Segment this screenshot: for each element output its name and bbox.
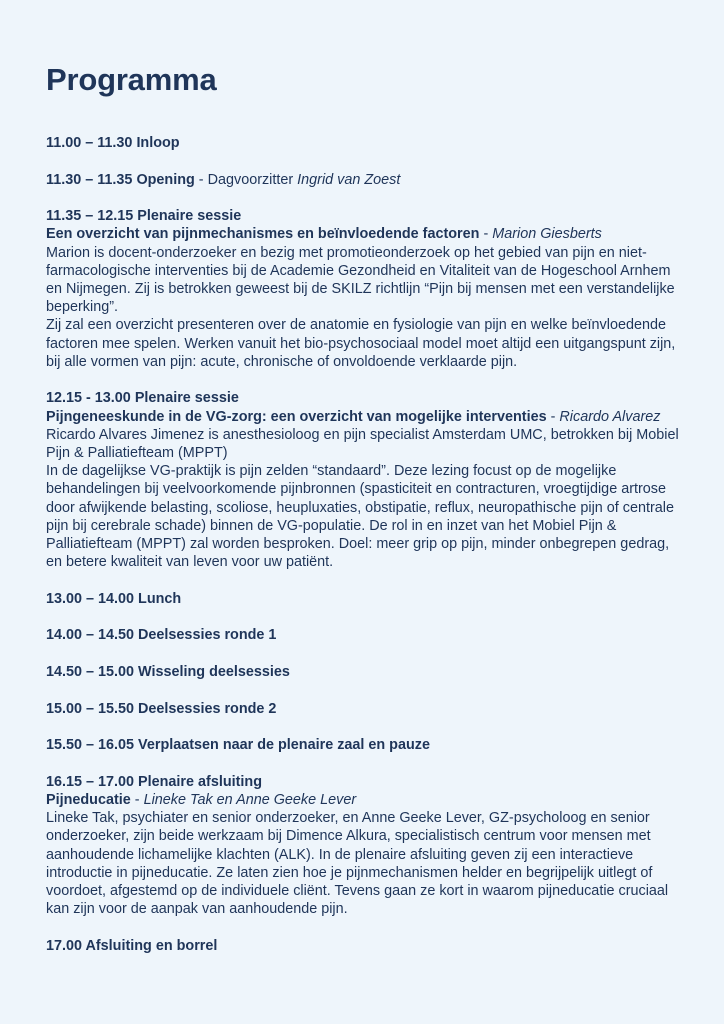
session-heading: 11.30 – 11.35 Opening - Dagvoorzitter Ingrid van Zoest	[46, 171, 401, 188]
session-name: Deelsessies ronde 1	[138, 627, 277, 644]
session-role: Dagvoorzitter	[207, 171, 294, 188]
session-breakout-2	[46, 700, 686, 718]
talk-description: Lineke Tak, psychiater en senior onderzoeker, en Anne Geeke Lever, GZ-psycholoog en senior onderzoeker, zijn beide werkzaam bij Dimence Alkura, specialistisch centrum voor mensen met aanhoudende lichamelijke klachten (ALK). In de plenaire afsluiting geven zij een interactieve introductie in pijneducatie. Ze laten zien hoe je pijnmechanismen helder en begrijpelijk uitlegt of voordoet, afgestemd op de individuele cliënt. Tevens gaan ze kort in waarom pijneducatie cruciaal kan zijn voor de aanpak van aanhoudende pijn.	[46, 810, 669, 918]
session-plenary-2	[46, 389, 686, 571]
session-closing-drinks	[46, 937, 686, 955]
session-time: 12.15 - 13.00	[46, 390, 131, 407]
talk-heading: Pijngeneeskunde in de VG-zorg: een overzicht van mogelijke interventies - Ricardo Alvarez	[46, 408, 661, 425]
session-breakout-1	[46, 626, 686, 644]
session-lunch	[46, 590, 686, 608]
talk-title: Pijneducatie	[46, 792, 131, 808]
session-heading	[46, 626, 686, 644]
session-time: 13.00 – 14.00	[46, 590, 135, 607]
talk-description: Zij zal een overzicht presenteren over de anatomie en fysiologie van pijn en welke beïnvloedende factoren mee spelen. Werken vanuit het bio-psychosociaal model moet altijd een uitgangspunt zijn, bij alle vormen van pijn: acute, chronische of onvoldoende verklaarde pijn.	[46, 317, 676, 370]
talk-speaker: Lineke Tak en Anne Geeke Lever	[143, 792, 357, 808]
session-heading	[46, 736, 686, 754]
session-plenary-closing	[46, 773, 686, 919]
session-opening	[46, 171, 686, 189]
session-time: 15.00 – 15.50	[46, 700, 135, 717]
session-heading	[46, 389, 686, 407]
session-name: Afsluiting en borrel	[85, 937, 218, 954]
session-name: Plenaire sessie	[137, 208, 242, 225]
session-name: Lunch	[138, 590, 182, 607]
session-time: 14.50 – 15.00	[46, 664, 135, 681]
session-name: Wisseling deelsessies	[138, 664, 290, 681]
talk-heading: Een overzicht van pijnmechanismes en beïnvloedende factoren - Marion Giesberts	[46, 226, 602, 243]
program-page	[46, 62, 686, 973]
session-time: 11.30 – 11.35	[46, 171, 133, 188]
talk-description: Marion is docent-onderzoeker en bezig met promotieonderzoek op het gebied van pijn en niet-farmacologische interventies bij de Academie Gezondheid en Vitaliteit van de Hogeschool Arnhem en Nijmegen. Zij is betrokken geweest bij de SKILZ richtlijn “Pijn bij mensen met een verstandelijke beperking”.	[46, 244, 675, 316]
session-name: Plenaire afsluiting	[138, 773, 262, 790]
session-break	[46, 736, 686, 754]
session-heading	[46, 937, 686, 955]
talk-heading: Pijneducatie - Lineke Tak en Anne Geeke Lever	[46, 792, 357, 808]
session-time: 11.00 – 11.30	[46, 135, 133, 151]
session-plenary-1	[46, 207, 686, 371]
session-switch	[46, 663, 686, 681]
talk-description: In de dagelijkse VG-praktijk is pijn zelden “standaard”. Deze lezing focust op de mogelijke behandelingen bij veelvoorkomende pijnbronnen (spasticiteit en contracturen, vroegtijdige artrose door afwijkende belasting, scoliose, heupluxaties, obstipatie, reflux, neuropathische pijn of centrale pijn bij cerebrale schade) binnen de VG-populatie. De rol in en inzet van het Mobiel Pijn & Palliatiefteam (MPPT) zal worden besproken. Doel: meer grip op pijn, minder onbegrepen gedrag, en betere kwaliteit van leven voor uw patiënt.	[46, 463, 674, 571]
session-time: 15.50 – 16.05	[46, 737, 135, 754]
session-heading	[46, 773, 686, 791]
session-speaker: Ingrid van Zoest	[297, 171, 401, 188]
session-heading	[46, 700, 686, 718]
session-heading	[46, 207, 686, 225]
session-name: Opening	[136, 171, 195, 188]
session-list	[46, 134, 686, 955]
talk-speaker: Ricardo Alvarez	[559, 408, 661, 425]
session-time: 16.15 – 17.00	[46, 773, 135, 790]
session-time: 14.00 – 14.50	[46, 627, 135, 644]
session-name: Verplaatsen naar de plenaire zaal en pauze	[138, 737, 430, 754]
session-name: Inloop	[136, 135, 180, 151]
page-title: Programma	[46, 62, 217, 97]
session-name: Plenaire sessie	[134, 390, 239, 407]
talk-description: Ricardo Alvares Jimenez is anesthesioloog en pijn specialist Amsterdam UMC, betrokken bij Mobiel Pijn & Palliatiefteam (MPPT)	[46, 426, 679, 462]
session-heading	[46, 134, 686, 152]
talk-title: Pijngeneeskunde in de VG-zorg: een overzicht van mogelijke interventies	[46, 408, 547, 425]
session-time: 11.35 – 12.15	[46, 208, 134, 225]
talk-speaker: Marion Giesberts	[492, 226, 602, 243]
session-name: Deelsessies ronde 2	[138, 700, 277, 717]
talk-title: Een overzicht van pijnmechanismes en beïnvloedende factoren	[46, 226, 480, 243]
session-time: 17.00	[46, 937, 83, 954]
session-heading	[46, 590, 686, 608]
session-inloop	[46, 134, 686, 152]
session-heading	[46, 663, 686, 681]
